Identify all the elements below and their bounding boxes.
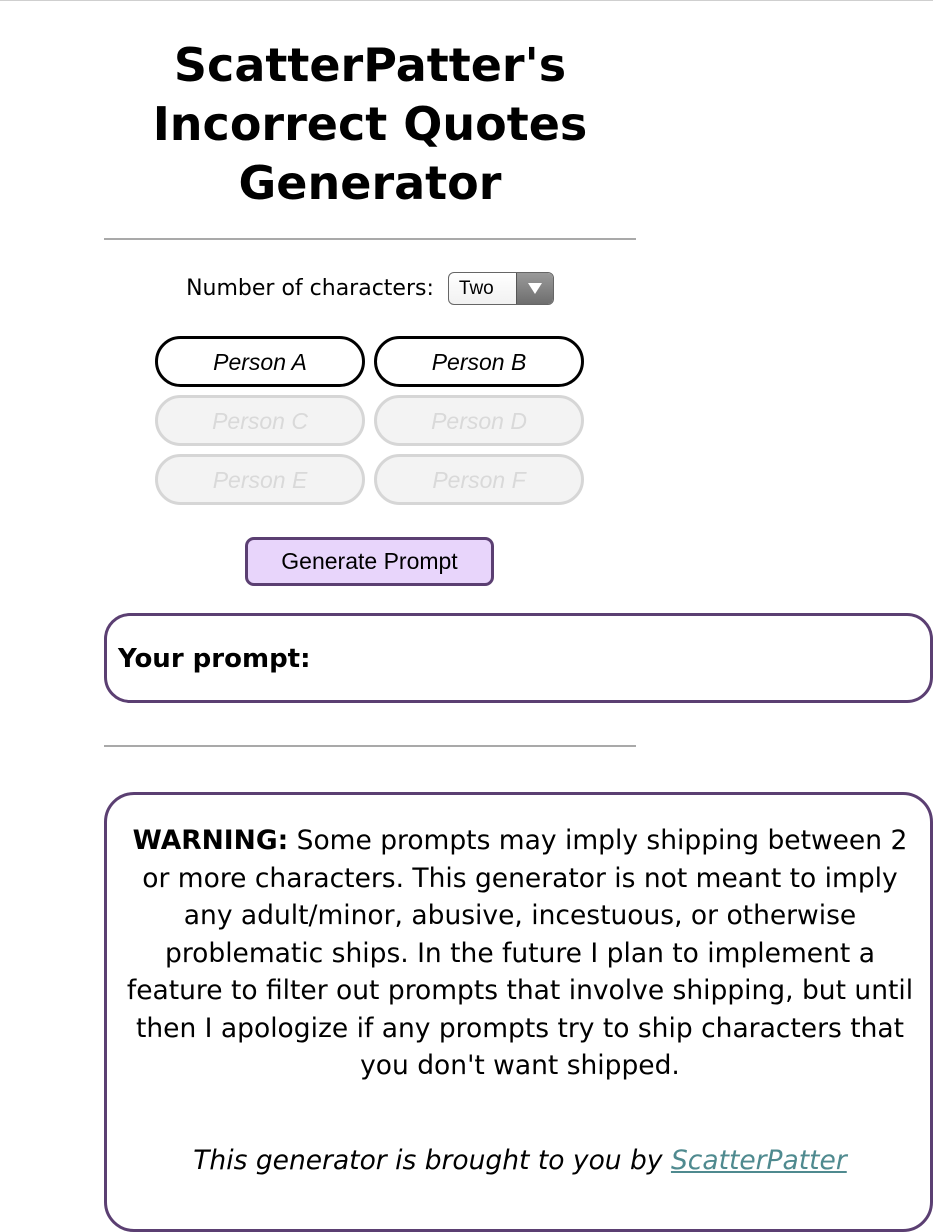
credit-prefix: This generator is brought to you by <box>193 1145 663 1176</box>
person-f-input: Person F <box>374 454 584 505</box>
credit-text <box>125 1142 915 1179</box>
person-a-input[interactable]: Person A <box>155 336 365 387</box>
character-count-row <box>105 268 635 308</box>
top-border <box>0 0 933 1</box>
scatterpatter-link[interactable]: ScatterPatter <box>670 1145 847 1176</box>
person-e-input: Person E <box>155 454 365 505</box>
info-box <box>104 792 933 1232</box>
person-c-input: Person C <box>155 395 365 446</box>
page-title: ScatterPatter's Incorrect Quotes Generator <box>152 38 588 210</box>
generate-prompt-button[interactable]: Generate Prompt <box>245 537 494 586</box>
character-count-value: Two <box>458 277 494 299</box>
select-arrow[interactable] <box>516 273 553 304</box>
person-b-input[interactable]: Person B <box>374 336 584 387</box>
character-count-label: Number of characters: <box>186 275 434 301</box>
prompt-output-box <box>104 613 933 703</box>
divider-top <box>104 238 636 240</box>
divider-bottom <box>104 745 636 747</box>
chevron-down-icon <box>528 283 542 294</box>
warning-label: WARNING: <box>132 825 289 856</box>
person-d-input: Person D <box>374 395 584 446</box>
warning-text <box>125 822 915 1085</box>
warning-body: Some prompts may imply shipping between 2 or more characters. This generator is not meant to imply any adult/minor, abusive, incestuous, or otherwise problematic ships. In the future I plan to implement a feature to filter out prompts that involve shipping, but until then I apologize if any prompts try to ship characters that you don't want shipped. <box>126 825 914 1081</box>
prompt-label: Your prompt: <box>118 644 311 674</box>
character-count-select[interactable] <box>448 272 554 305</box>
